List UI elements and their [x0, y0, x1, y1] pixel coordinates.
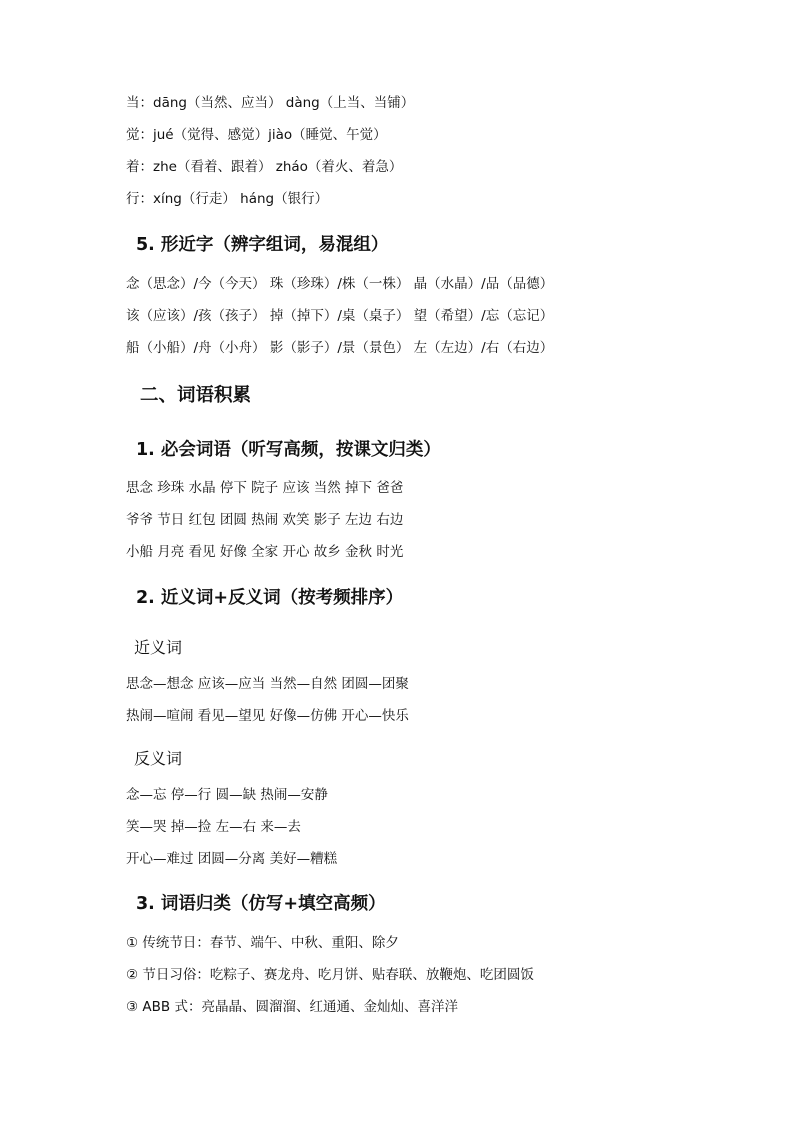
synonyms-subheading: 近义词	[134, 638, 183, 657]
must-words-heading: 1. 必会词语（听写高频，按课文归类）	[136, 440, 441, 460]
antonyms-subheading: 反义词	[134, 749, 183, 768]
polyphone-jue: 觉：jué（觉得、感觉）jiào（睡觉、午觉）	[126, 127, 387, 143]
antonyms-line: 笑—哭 掉—捡 左—右 来—去	[126, 819, 301, 835]
similar-chars-line: 念（思念）/今（今天） 珠（珍珠）/株（一株） 晶（水晶）/品（品德）	[126, 276, 554, 292]
category-line-customs: ② 节日习俗：吃粽子、赛龙舟、吃月饼、贴春联、放鞭炮、吃团圆饭	[126, 967, 534, 983]
polyphone-zhe: 着：zhe（看着、跟着） zháo（着火、着急）	[126, 159, 403, 175]
category-line-festivals: ① 传统节日：春节、端午、中秋、重阳、除夕	[126, 935, 399, 951]
antonyms-line: 念—忘 停—行 圆—缺 热闹—安静	[126, 787, 328, 803]
section-heading-word-accumulation: 二、词语积累	[140, 385, 252, 406]
synonyms-line: 热闹—喧闹 看见—望见 好像—仿佛 开心—快乐	[126, 708, 409, 724]
polyphone-dang: 当：dāng（当然、应当） dàng（上当、当铺）	[126, 95, 415, 111]
syn-ant-heading: 2. 近义词+反义词（按考频排序）	[136, 588, 404, 608]
antonyms-line: 开心—难过 团圆—分离 美好—糟糕	[126, 851, 338, 867]
must-words-line: 爷爷 节日 红包 团圆 热闹 欢笑 影子 左边 右边	[126, 512, 404, 528]
synonyms-line: 思念—想念 应该—应当 当然—自然 团圆—团聚	[126, 676, 409, 692]
similar-chars-line: 船（小船）/舟（小舟） 影（影子）/景（景色） 左（左边）/右（右边）	[126, 340, 554, 356]
category-line-abb: ③ ABB 式：亮晶晶、圆溜溜、红通通、金灿灿、喜洋洋	[126, 999, 458, 1015]
must-words-line: 思念 珍珠 水晶 停下 院子 应该 当然 掉下 爸爸	[126, 480, 404, 496]
must-words-line: 小船 月亮 看见 好像 全家 开心 故乡 金秋 时光	[126, 544, 404, 560]
similar-chars-heading: 5. 形近字（辨字组词，易混组）	[136, 235, 389, 255]
categories-heading: 3. 词语归类（仿写+填空高频）	[136, 894, 386, 914]
polyphone-xing: 行：xíng（行走） háng（银行）	[126, 191, 329, 207]
similar-chars-line: 该（应该）/孩（孩子） 掉（掉下）/桌（桌子） 望（希望）/忘（忘记）	[126, 308, 554, 324]
